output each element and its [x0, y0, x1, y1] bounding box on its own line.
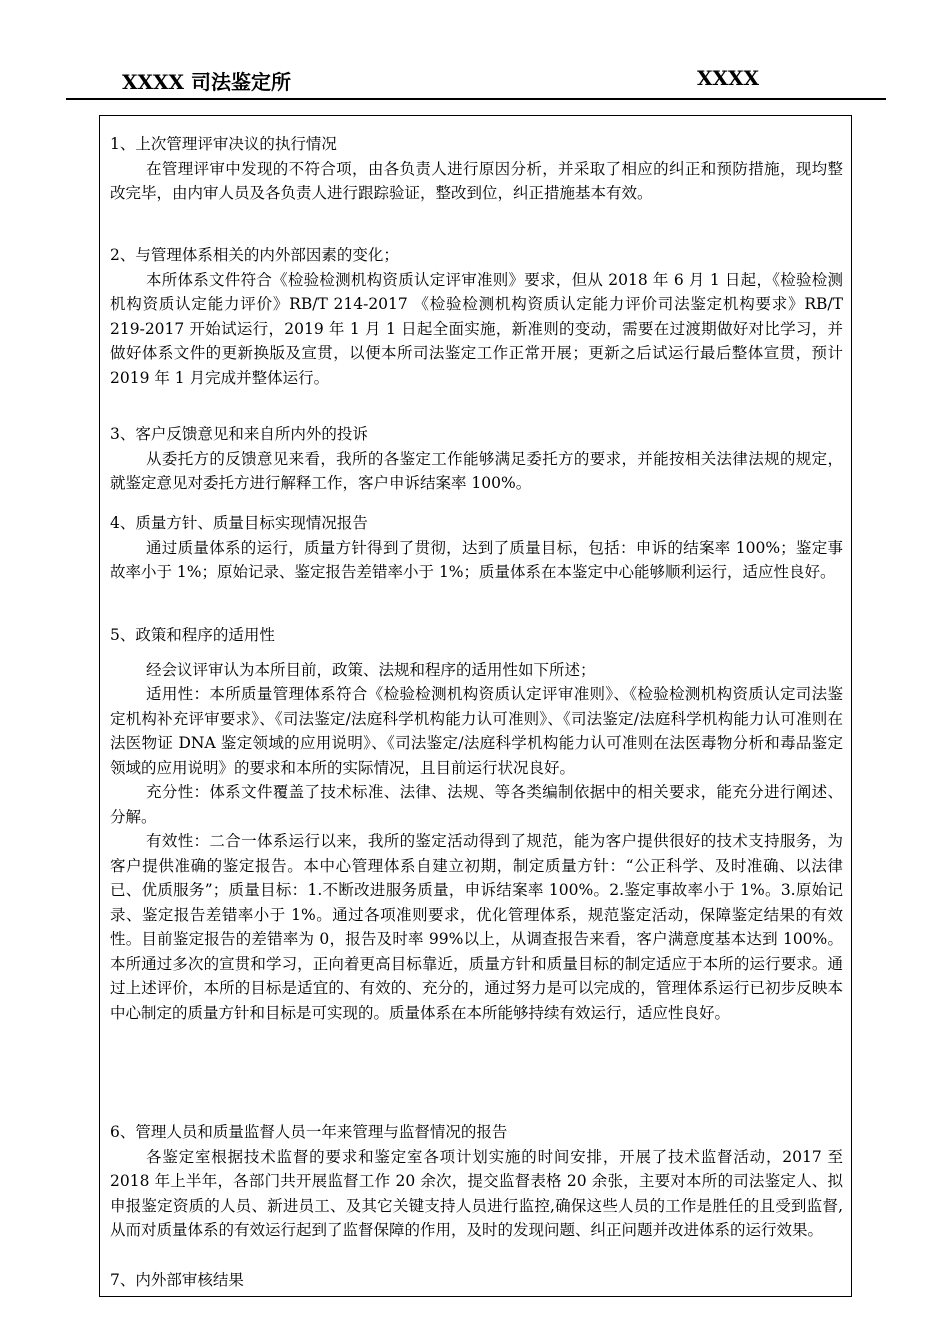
header-code: XXXX	[697, 66, 760, 90]
section-heading: 4、质量方针、质量目标实现情况报告	[110, 514, 368, 532]
content-box	[99, 115, 852, 1297]
section-heading: 3、客户反馈意见和来自所内外的投诉	[110, 425, 368, 443]
section-paragraph: 充分性：体系文件覆盖了技术标准、法律、法规、等各类编制依据中的相关要求，能充分进行阐述、分解。	[110, 783, 843, 826]
section-1	[110, 132, 843, 206]
section-heading: 6、管理人员和质量监督人员一年来管理与监督情况的报告	[110, 1123, 508, 1141]
section-heading: 1、上次管理评审决议的执行情况	[110, 135, 337, 153]
section-3	[110, 422, 843, 496]
section-4	[110, 511, 843, 585]
section-paragraph: 各鉴定室根据技术监督的要求和鉴定室各项计划实施的时间安排，开展了技术监督活动，2017 至 2018 年上半年，各部门共开展监督工作 20 余次，提交监督表格 20 余张，主要对本所的司法鉴定人、拟申报鉴定资质的人员、新进员工、及其它关键支持人员进行监控,确保这些人员的工作是胜任的且受到监督,从而对质量体系的有效运行起到了监督保障的作用，及时的发现问题、纠正问题并改进体系的运行效果。	[110, 1147, 843, 1239]
section-paragraph: 适用性：本所质量管理体系符合《检验检测机构资质认定评审准则》、《检验检测机构资质认定司法鉴定机构补充评审要求》、《司法鉴定/法庭科学机构能力认可准则》、《司法鉴定/法庭科学机构能力认可准则在法医物证 DNA 鉴定领域的应用说明》、《司法鉴定/法庭科学机构能力认可准则在法医毒物分析和毒品鉴定领域的应用说明》的要求和本所的实际情况，且目前运行状况良好。	[110, 685, 843, 777]
section-2	[110, 243, 843, 390]
section-6	[110, 1120, 843, 1243]
section-heading: 5、政策和程序的适用性	[110, 626, 275, 644]
header-rule	[66, 98, 886, 100]
section-paragraph: 有效性：二合一体系运行以来，我所的鉴定活动得到了规范，能为客户提供很好的技术支持服务，为客户提供准确的鉴定报告。本中心管理体系自建立初期，制定质量方针：“公正科学、及时准确、以法律已、优质服务”；质量目标：1.不断改进服务质量，申诉结案率 100%。2.鉴定事故率小于 1%。3.原始记录、鉴定报告差错率小于 1%。通过各项准则要求，优化管理体系，规范鉴定活动，保障鉴定结果的有效性。目前鉴定报告的差错率为 0，报告及时率 99%以上，从调查报告来看，客户满意度基本达到 100%。本所通过多次的宣贯和学习，正向着更高目标靠近，质量方针和质量目标的制定适应于本所的运行要求。通过上述评价，本所的目标是适宜的、有效的、充分的，通过努力是可以完成的，管理体系运行已初步反映本中心制定的质量方针和目标是可实现的。质量体系在本所能够持续有效运行，适应性良好。	[110, 832, 843, 1022]
section-paragraph: 经会议评审认为本所目前，政策、法规和程序的适用性如下所述；	[146, 660, 596, 679]
header-org: XXXX 司法鉴定所	[122, 70, 292, 94]
section-paragraph: 通过质量体系的运行，质量方针得到了贯彻，达到了质量目标，包括：申诉的结案率 100%；鉴定事故率小于 1%；原始记录、鉴定报告差错率小于 1%；质量体系在本鉴定中心能够顺利运行，适应性良好。	[110, 538, 843, 581]
section-paragraph: 本所体系文件符合《检验检测机构资质认定评审准则》要求，但从 2018 年 6 月 1 日起，《检验检测机构资质认定能力评价》RB/T 214-2017 《检验检测机构资质认定能力评价司法鉴定机构要求》RB/T 219-2017 开始试运行，2019 年 1 月 1 日起全面实施，新准则的变动，需要在过渡期做好对比学习，并做好体系文件的更新换版及宣贯，以便本所司法鉴定工作正常开展；更新之后试运行最后整体宣贯，预计 2019 年 1 月完成并整体运行。	[110, 270, 843, 387]
section-5	[110, 623, 843, 1025]
section-heading: 2、与管理体系相关的内外部因素的变化；	[110, 246, 399, 264]
section-paragraph: 从委托方的反馈意见来看，我所的各鉴定工作能够满足委托方的要求，并能按相关法律法规的规定，就鉴定意见对委托方进行解释工作，客户申诉结案率 100%。	[110, 449, 843, 492]
section-paragraph: 在管理评审中发现的不符合项，由各负责人进行原因分析，并采取了相应的纠正和预防措施，现均整改完毕，由内审人员及各负责人进行跟踪验证，整改到位，纠正措施基本有效。	[110, 159, 843, 202]
section-7	[110, 1268, 843, 1293]
section-heading: 7、内外部审核结果	[110, 1271, 244, 1289]
